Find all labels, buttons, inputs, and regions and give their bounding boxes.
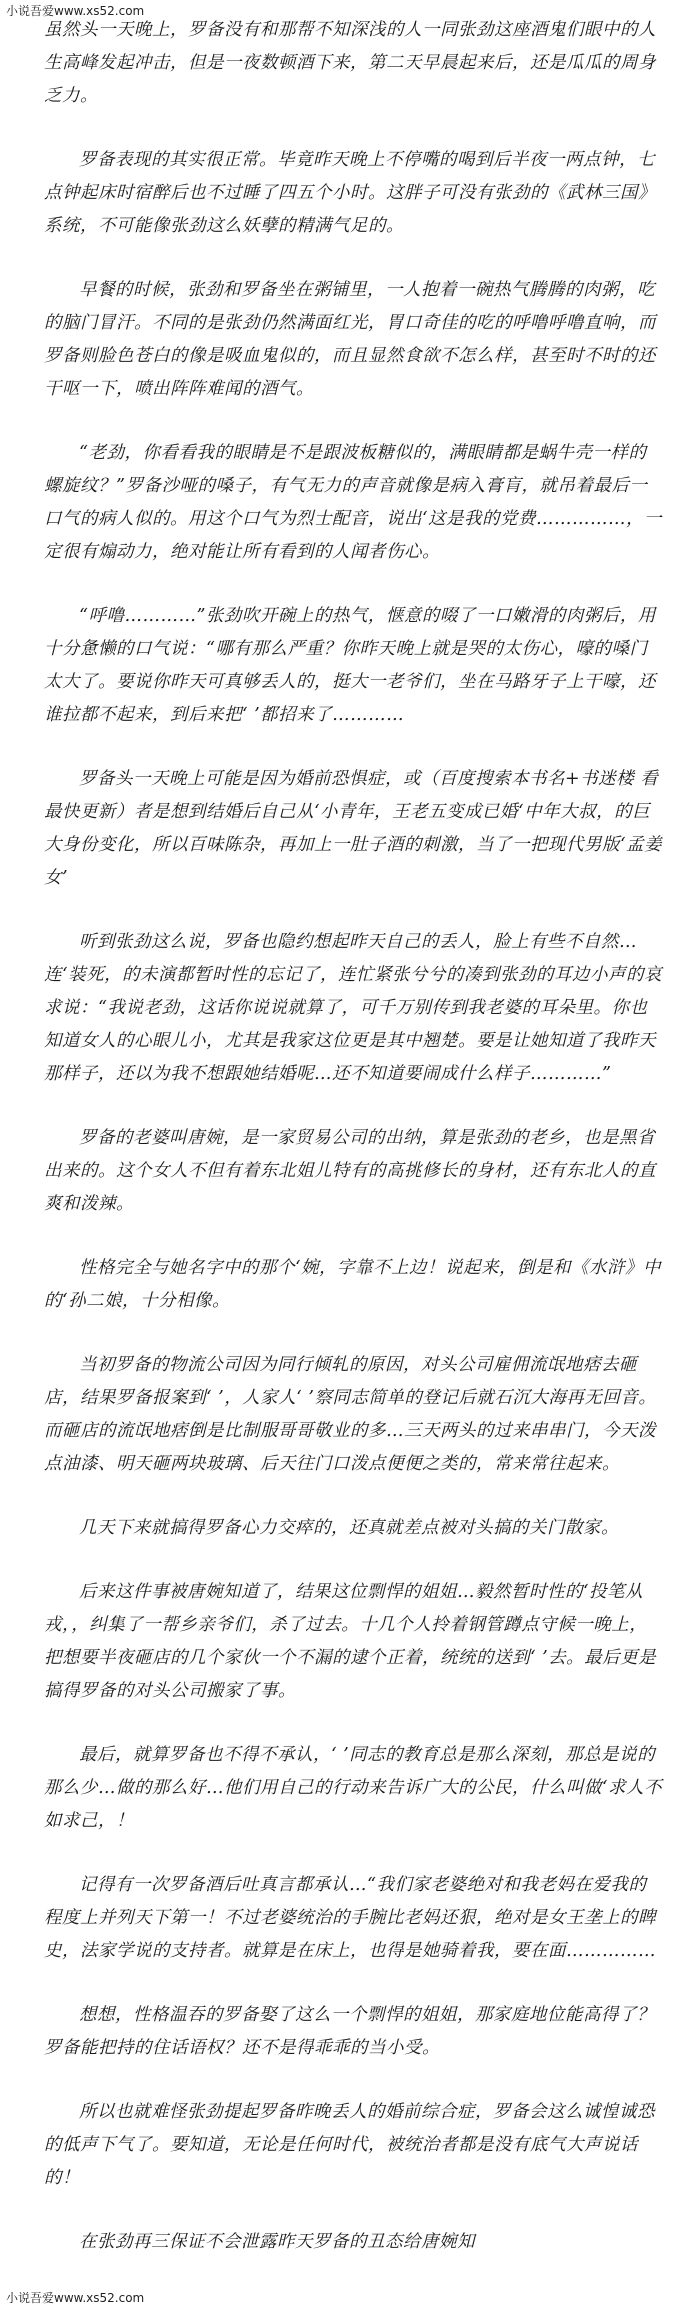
header-site-name: 小说吾爱www.xs52.com bbox=[6, 4, 145, 18]
paragraph-11: 几天下来就搞得罗备心力交瘁的，还真就差点被对头搞的关门散家。 bbox=[79, 1518, 619, 1538]
paragraph-12: 后来这件事被唐婉知道了，结果这位剽悍的姐姐…毅然暂时性的‘投笔从戎，，纠集了一帮乡亲爷们，杀了过去。十几个人拎着钢管蹲点守候一晚上，把想要半夜砸店的几个家伙一个不漏的逮个正着，统统的送到‘ ’去。最后更是搞得罗备的对头公司搬家了事。 bbox=[44, 1582, 657, 1701]
paragraph-4: “老劲，你看看我的眼睛是不是跟波板糖似的，满眼睛都是蜗牛壳一样的螺旋纹？”罗备沙哑的嗓子，有气无力的声音就像是病入膏肓，就吊着最后一口气的病人似的。用这个口气为烈士配音，说出‘这是我的党费……………，一定很有煽动力，绝对能让所有看到的人闻者伤心。 bbox=[44, 443, 663, 562]
paragraph-6: 罗备头一天晚上可能是因为婚前恐惧症，或（百度搜索本书名+书迷楼 看最快更新）者是想到结婚后自己从‘小青年，王老五变成已婚‘中年大叔，的巨大身份变化，所以百味陈杂，再加上一肚子酒的刺激，当了一把现代男版‘孟姜女’ bbox=[44, 769, 663, 888]
paragraph-15: 想想，性格温吞的罗备娶了这么一个剽悍的姐姐，那家庭地位能高得了？罗备能把持的住话语权？还不是得乖乖的当小受。 bbox=[44, 2005, 655, 2058]
paragraph-5: “呼噜…………”张劲吹开碗上的热气，惬意的啜了一口嫩滑的肉粥后，用十分惫懒的口气说：“哪有那么严重？你昨天晚上就是哭的太伤心，嚎的嗓门太大了。要说你昨天可真够丢人的，挺大一老爷们，坐在马路牙子上干嚎，还谁拉都不起来，到后来把‘ ’都招来了………… bbox=[44, 606, 656, 725]
paragraph-3: 早餐的时候，张劲和罗备坐在粥铺里，一人抱着一碗热气腾腾的肉粥，吃的脑门冒汗。不同的是张劲仍然满面红光，胃口奇佳的吃的呼噜呼噜直响，而罗备则脸色苍白的像是吸血鬼似的，而且显然食欲不怎么样，甚至时不时的还干呕一下，喷出阵阵难闻的酒气。 bbox=[44, 280, 656, 399]
footer-site-name: 小说吾爱www.xs52.com bbox=[6, 2291, 145, 2305]
paragraph-16: 所以也就难怪张劲提起罗备昨晚丢人的婚前综合症，罗备会这么诚惶诚恐的低声下气了。要知道，无论是任何时代，被统治者都是没有底气大声说话的！ bbox=[44, 2102, 655, 2188]
paragraph-14: 记得有一次罗备酒后吐真言都承认…“我们家老婆绝对和我老妈在爱我的程度上并列天下第一！不过老婆统治的手腕比老妈还狠，绝对是女王垄上的睥史，法家学说的支持者。就算是在床上，也得是她骑着我，要在面…………… bbox=[44, 1875, 656, 1961]
paragraph-9: 性格完全与她名字中的那个‘婉，字靠不上边！说起来，倒是和《水浒》中的‘孙二娘，十分相像。 bbox=[44, 1258, 662, 1311]
page-body bbox=[44, 14, 664, 2290]
paragraph-17: 在张劲再三保证不会泄露昨天罗备的丑态给唐婉知 bbox=[79, 2232, 475, 2252]
paragraph-7: 听到张劲这么说，罗备也隐约想起昨天自己的丢人，脸上有些不自然…连‘装死，的未演都暂时性的忘记了，连忙紧张兮兮的凑到张劲的耳边小声的哀求说：“我说老劲，这话你说说就算了，可千万别传到我老婆的耳朵里。你也知道女人的心眼儿小，尤其是我家这位更是其中翘楚。要是让她知道了我昨天那样子，还以为我不想跟她结婚呢…还不知道要闹成什么样子…………” bbox=[44, 932, 663, 1084]
paragraph-10: 当初罗备的物流公司因为同行倾轧的原因，对头公司雇佣流氓地痞去砸店，结果罗备报案到‘ ’，人家人‘ ’察同志简单的登记后就石沉大海再无回音。而砸店的流氓地痞倒是比制服哥哥敬业的多…三天两头的过来串串门，今天泼点油漆、明天砸两块玻璃、后天往门口泼点便便之类的，常来常往起来。 bbox=[44, 1355, 657, 1474]
paragraph-1: 虽然头一天晚上，罗备没有和那帮不知深浅的人一同张劲这座酒鬼们眼中的人生高峰发起冲击，但是一夜数顿酒下来，第二天早晨起来后，还是瓜瓜的周身乏力。 bbox=[44, 20, 656, 106]
paragraph-13: 最后，就算罗备也不得不承认，‘ ’同志的教育总是那么深刻，那总是说的那么少…做的那么好…他们用自己的行动来告诉广大的公民，什么叫做‘求人不如求己，！ bbox=[44, 1745, 663, 1831]
paragraph-8: 罗备的老婆叫唐婉，是一家贸易公司的出纳，算是张劲的老乡，也是黑省出来的。这个女人不但有着东北姐儿特有的高挑修长的身材，还有东北人的直爽和泼辣。 bbox=[44, 1128, 656, 1214]
paragraph-2: 罗备表现的其实很正常。毕竟昨天晚上不停嘴的喝到后半夜一两点钟，七点钟起床时宿醉后也不过睡了四五个小时。这胖子可没有张劲的《武林三国》系统，不可能像张劲这么妖孽的精满气足的。 bbox=[44, 150, 656, 236]
